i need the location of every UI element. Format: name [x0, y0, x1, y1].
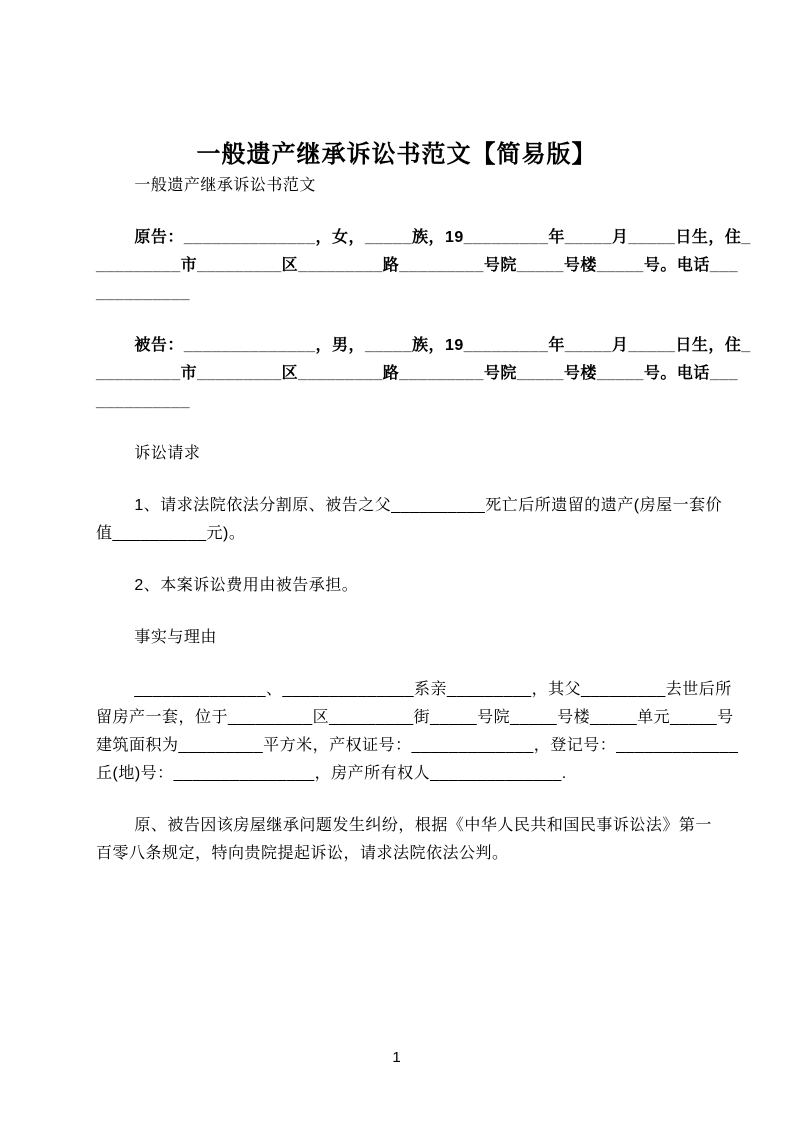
facts-header-paragraph [96, 624, 697, 652]
facts-line: ______________、______________系亲_________，其父_________去世后所 [134, 681, 732, 698]
plaintiff-line: 原告：______________，女，_____族，19_________年_____月_____日生，住_ [134, 229, 751, 246]
page-number: 1 [392, 1049, 401, 1066]
plaintiff-line: __________ [96, 285, 190, 302]
claim-2-paragraph [96, 572, 697, 600]
defendant-line: _________市_________区_________路_________号院_____号楼_____号。电话___ [96, 365, 739, 382]
facts-line: 建筑面积为_________平方米，产权证号：_____________，登记号：_____________ [96, 737, 739, 754]
facts-line: 留房产一套，位于_________区_________街_____号院_____号楼_____单元_____号 [96, 709, 734, 726]
facts-paragraph [96, 676, 739, 788]
closing-line: 百零八条规定，特向贵院提起诉讼，请求法院依法公判。 [96, 845, 509, 862]
claim-2-line: 2、本案诉讼费用由被告承担。 [134, 577, 359, 594]
claim-1-line: 值__________元)。 [96, 525, 246, 542]
facts-line: 丘(地)号：_______________，房产所有权人______________. [96, 765, 567, 782]
document-subtitle: 一般遗产继承诉讼书范文 [134, 177, 316, 194]
closing-paragraph [96, 812, 712, 868]
document-title: 一般遗产继承诉讼书范文【简易版】 [196, 141, 597, 168]
closing-line: 原、被告因该房屋继承问题发生纠纷，根据《中华人民共和国民事诉讼法》第一 [134, 817, 712, 834]
claim-1-paragraph [96, 492, 723, 548]
defendant-line: __________ [96, 393, 190, 410]
defendant-paragraph [96, 332, 751, 416]
facts-header: 事实与理由 [134, 629, 217, 646]
claim-1-line: 1、请求法院依法分割原、被告之父__________死亡后所遗留的遗产(房屋一套价 [134, 497, 723, 514]
plaintiff-paragraph [96, 224, 751, 308]
claims-header-paragraph [96, 440, 697, 468]
document-content [0, 138, 793, 868]
defendant-line: 被告：______________，男，_____族，19_________年_____月_____日生，住_ [134, 337, 751, 354]
document-subtitle-block [96, 172, 697, 200]
claims-header: 诉讼请求 [134, 445, 201, 462]
plaintiff-line: _________市_________区_________路_________号院_____号楼_____号。电话___ [96, 257, 739, 274]
